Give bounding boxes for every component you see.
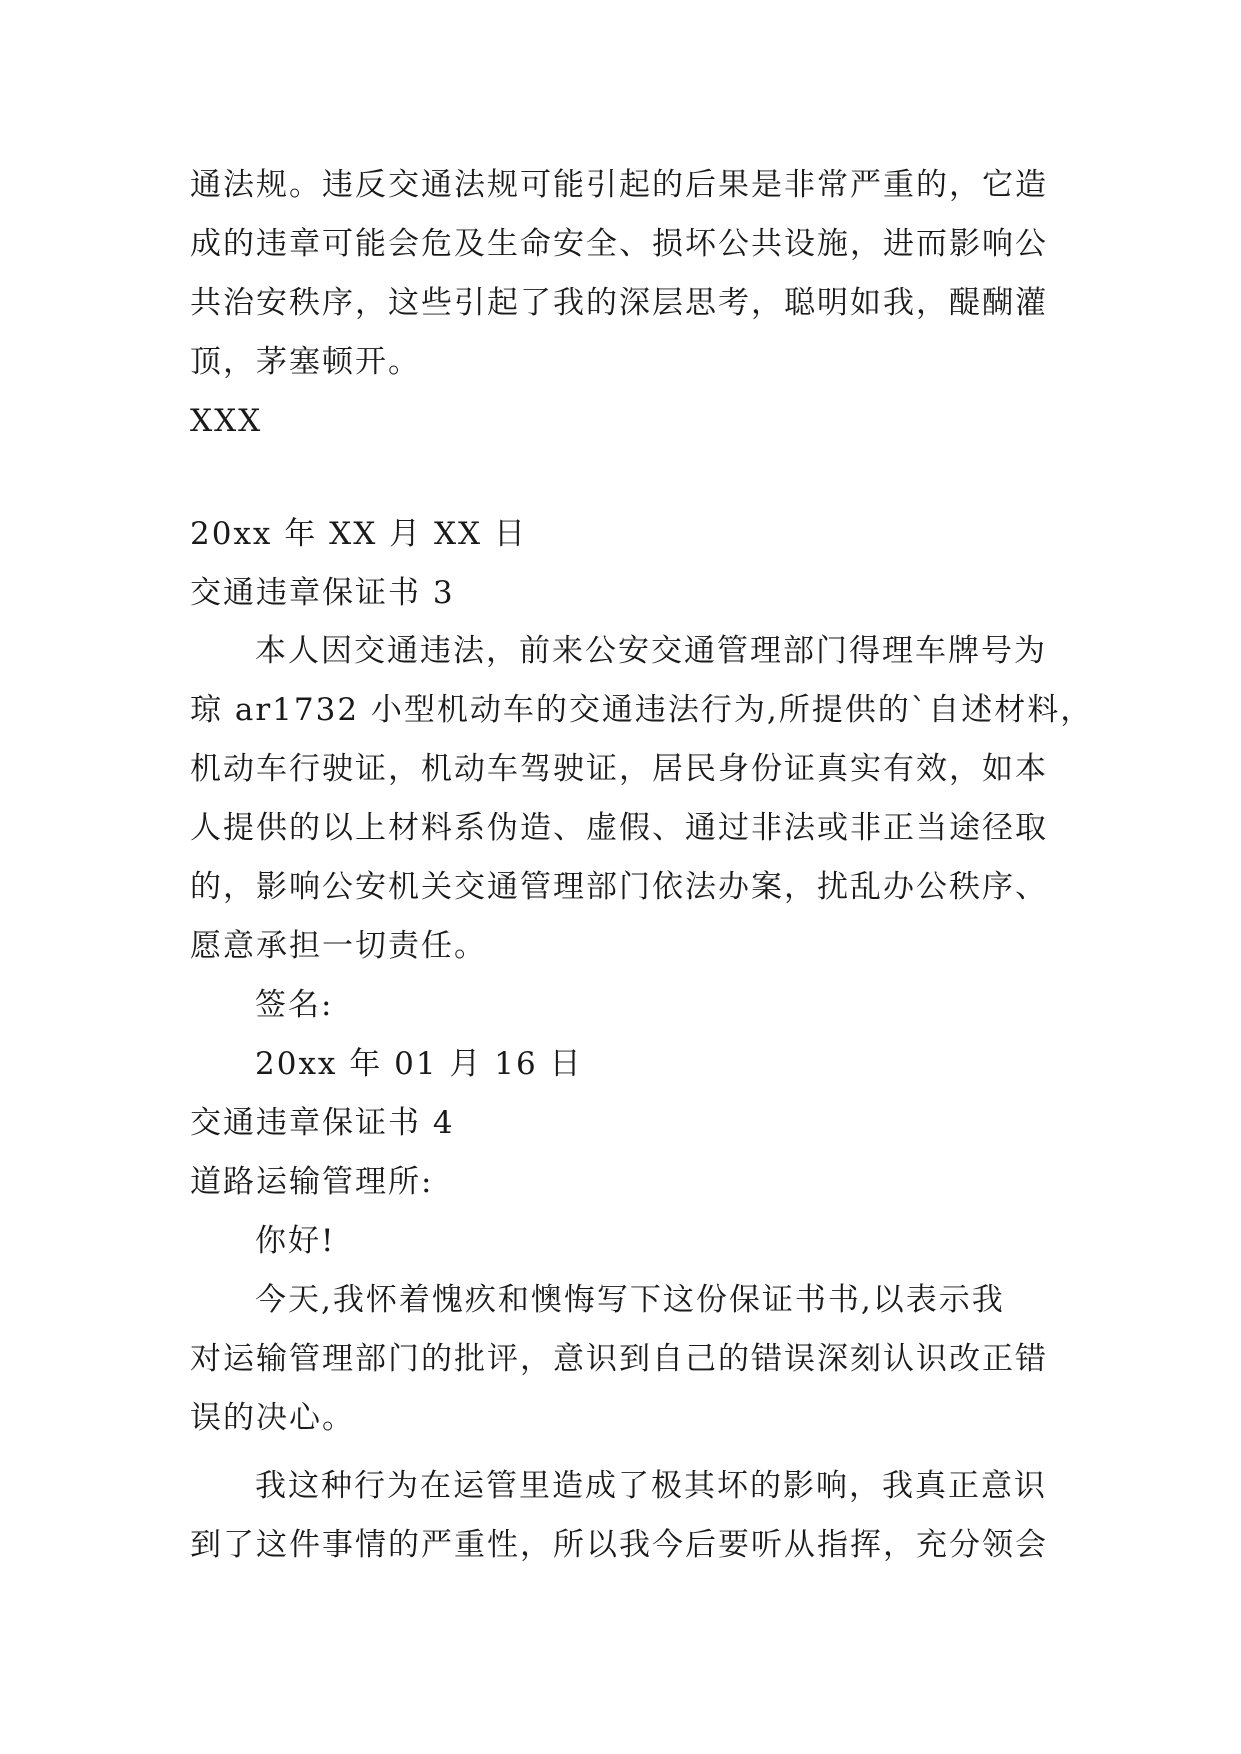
paragraph-line: 到了这件事情的严重性，所以我今后要听从指挥，充分领会 (190, 1527, 1048, 1563)
paragraph-line: 本人因交通违法，前来公安交通管理部门得理车牌号为 (255, 633, 1047, 669)
paragraph-line: 成的违章可能会危及生命安全、损坏公共设施，进而影响公 (190, 226, 1048, 262)
greeting: 你好! (255, 1223, 336, 1259)
section-title: 交通违章保证书 4 (190, 1105, 455, 1141)
paragraph-line: 机动车行驶证，机动车驾驶证，居民身份证真实有效，如本 (190, 751, 1048, 787)
paragraph-line: 对运输管理部门的批评，意识到自己的错误深刻认识改正错 (190, 1341, 1048, 1377)
signature-placeholder: XXX (190, 403, 263, 439)
date-line: 20xx 年 XX 月 XX 日 (190, 516, 527, 552)
section-title: 交通违章保证书 3 (190, 575, 455, 611)
paragraph-line: 误的决心。 (190, 1400, 355, 1436)
paragraph-line: 的，影响公安机关交通管理部门依法办案，扰乱办公秩序、 (190, 869, 1048, 905)
paragraph-line: 通法规。违反交通法规可能引起的后果是非常严重的，它造 (190, 167, 1048, 203)
paragraph-line: 人提供的以上材料系伪造、虚假、通过非法或非正当途径取 (190, 810, 1048, 846)
paragraph-line: 愿意承担一切责任。 (190, 928, 487, 964)
paragraph-line: 今天,我怀着愧疚和懊悔写下这份保证书书,以表示我 (255, 1282, 1005, 1318)
date-line: 20xx 年 01 月 16 日 (255, 1046, 583, 1082)
paragraph-line: 琼 ar1732 小型机动车的交通违法行为,所提供的`自述材料， (190, 692, 1094, 728)
addressee: 道路运输管理所: (190, 1164, 434, 1200)
paragraph-line: 顶，茅塞顿开。 (190, 344, 421, 380)
signature-label: 签名: (255, 987, 334, 1023)
paragraph-line: 我这种行为在运管里造成了极其坏的影响，我真正意识 (255, 1468, 1047, 1504)
paragraph-line: 共治安秩序，这些引起了我的深层思考，聪明如我，醍醐灌 (190, 285, 1048, 321)
